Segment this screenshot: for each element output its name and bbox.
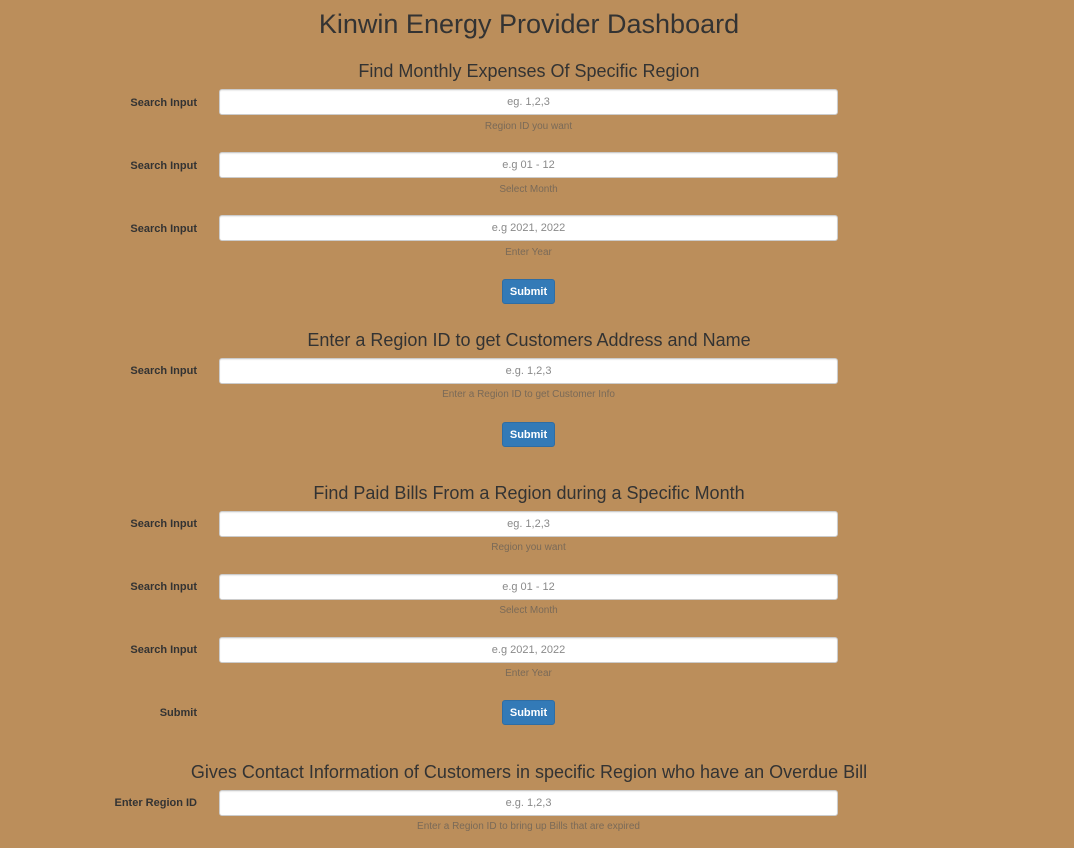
customer-info-region-input[interactable] (219, 358, 838, 384)
paid-bills-year-input[interactable] (219, 637, 838, 663)
paid-bills-year-help: Enter Year (505, 668, 552, 679)
paid-bills-region-label: Search Input (130, 518, 197, 530)
customer-info-region-label: Search Input (130, 365, 197, 377)
monthly-expenses-submit-button[interactable]: Submit (502, 279, 555, 304)
overdue-bills-section-title: Gives Contact Information of Customers in specific Region who have an Overdue Bill (190, 762, 868, 782)
paid-bills-region-input[interactable] (219, 511, 838, 537)
monthly-expenses-region-input[interactable] (219, 89, 838, 115)
monthly-expenses-month-help: Select Month (499, 184, 558, 195)
overdue-bills-region-label: Enter Region ID (114, 797, 197, 809)
paid-bills-region-help: Region you want (491, 542, 566, 553)
customer-info-submit-button[interactable]: Submit (502, 422, 555, 447)
monthly-expenses-month-input[interactable] (219, 152, 838, 178)
paid-bills-year-label: Search Input (130, 644, 197, 656)
customer-info-region-help: Enter a Region ID to get Customer Info (442, 389, 615, 400)
monthly-expenses-region-help: Region ID you want (484, 121, 573, 132)
paid-bills-month-input[interactable] (219, 574, 838, 600)
monthly-expenses-year-help: Enter Year (505, 247, 552, 258)
monthly-expenses-year-label: Search Input (130, 223, 197, 235)
customer-info-section-title: Enter a Region ID to get Customers Address and Name (307, 330, 751, 350)
page-title: Kinwin Energy Provider Dashboard (318, 9, 740, 39)
paid-bills-month-help: Select Month (499, 605, 558, 616)
monthly-expenses-region-label: Search Input (130, 97, 197, 109)
overdue-bills-region-help: Enter a Region ID to bring up Bills that are expired (417, 821, 640, 832)
overdue-bills-region-input[interactable] (219, 790, 838, 816)
monthly-expenses-month-label: Search Input (130, 160, 197, 172)
paid-bills-submit-button[interactable]: Submit (502, 700, 555, 725)
monthly-expenses-section-title: Find Monthly Expenses Of Specific Region (358, 61, 700, 81)
paid-bills-month-label: Search Input (130, 581, 197, 593)
paid-bills-section-title: Find Paid Bills From a Region during a Specific Month (313, 483, 745, 503)
paid-bills-submit-row-label: Submit (159, 707, 197, 719)
monthly-expenses-year-input[interactable] (219, 215, 838, 241)
